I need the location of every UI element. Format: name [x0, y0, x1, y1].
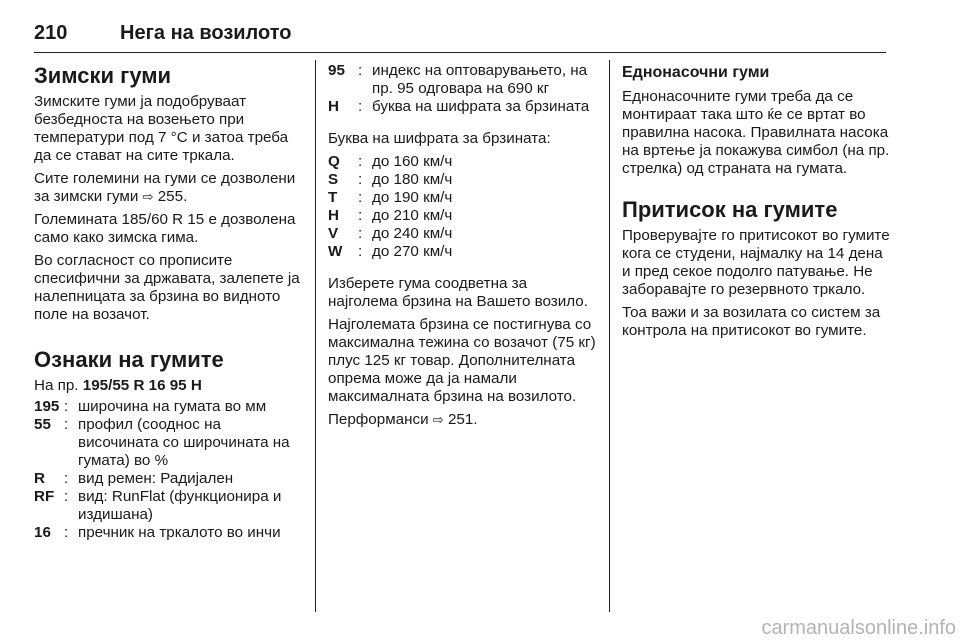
winter-size-note: Големината 185/60 R 15 е дозволена само како зимска гима. — [34, 211, 296, 246]
list-item: 95 : индекс на оптоварувањето, на пр. 95 одговара на 690 кг — [328, 62, 588, 97]
page-reference-link[interactable]: 251. — [447, 411, 478, 428]
list-item: S : до 180 км/ч — [328, 171, 453, 188]
page-reference-link[interactable]: 255. — [157, 188, 188, 205]
speed-codes-list — [328, 153, 596, 261]
winter-paragraph: Зимските гуми ја подобруваат безбедноста на возењето при температури под 7 °C и затоа треба да се стават на сите тркала. — [34, 93, 289, 164]
page-reference-arrow-icon: ⇨ — [142, 189, 154, 204]
page-title: Нега на возилото — [120, 22, 292, 44]
directional-tyres-heading: Еднонасочни гуми — [622, 64, 770, 81]
pressure-paragraph: Проверувајте го притисокот во гумите кога се студени, најмалку на 14 дена и пред секое подолго патување. Не заборавајте го резервното тркало. — [622, 227, 890, 298]
list-item: V : до 240 км/ч — [328, 225, 453, 242]
page-reference-arrow-icon: ⇨ — [432, 412, 444, 427]
column-2 — [328, 62, 596, 434]
tyre-pressure-heading: Притисок на гумите — [622, 197, 838, 222]
column-divider — [315, 60, 316, 612]
select-tyre-paragraph: Изберете гума соодветна за најголема брзина на Вашето возило. — [328, 275, 588, 310]
winter-sizes-text: Сите големини на гуми се дозволени за зимски гуми — [34, 170, 296, 205]
list-item: 16 : пречник на тркалото во инчи — [34, 524, 281, 541]
list-item: H : до 210 км/ч — [328, 207, 453, 224]
list-item: 195 : широчина на гумата во мм — [34, 398, 267, 415]
markings-list — [34, 398, 302, 542]
pressure-monitoring-paragraph: Тоа важи и за возилата со систем за контрола на притисокот во гумите. — [622, 304, 881, 339]
page-number: 210 — [34, 22, 68, 44]
list-item: Q : до 160 км/ч — [328, 153, 453, 170]
directional-paragraph: Еднонасочните гуми треба да се монтираат така што ќе се вртат во правилна насока. Правилната насока на вртење ја покажува симбол (на пр. стрелка) од страната на гумата. — [622, 88, 890, 177]
performance-text: Перформанси — [328, 411, 429, 428]
markings-list-continued — [328, 62, 596, 116]
list-item: 55 : профил (сооднос на височината со широчината на гумата) во % — [34, 416, 290, 469]
example-code: 195/55 R 16 95 H — [82, 377, 202, 394]
list-item: T : до 190 км/ч — [328, 189, 453, 206]
column-divider — [609, 60, 610, 612]
speed-sticker-paragraph: Во согласност со прописите спесифични за државата, залепете ја налепницата за брзина во видното поле на возачот. — [34, 252, 300, 323]
example-prefix: На пр. — [34, 377, 79, 394]
tyre-markings-heading: Ознаки на гумите — [34, 347, 224, 372]
list-item: R : вид ремен: Радијален — [34, 470, 234, 487]
example-line — [34, 377, 302, 395]
list-item: W : до 270 км/ч — [328, 243, 453, 260]
winter-sizes-paragraph — [34, 170, 302, 206]
column-3 — [622, 62, 890, 345]
column-1 — [34, 62, 302, 547]
page-header — [34, 22, 886, 53]
list-item: H : буква на шифрата за брзината — [328, 98, 590, 115]
watermark: carmanualsonline.info — [761, 617, 956, 639]
winter-tyres-heading: Зимски гуми — [34, 63, 172, 88]
speed-code-intro: Буква на шифрата за брзината: — [328, 130, 551, 147]
list-item: RF : вид: RunFlat (функционира и издишана) — [34, 488, 282, 523]
performance-paragraph — [328, 411, 596, 429]
max-speed-paragraph: Најголемата брзина се постигнува со максимална тежина со возачот (75 кг) плус 125 кг товар. Дополнителната опрема може да ја намали максималната брзина на возилото. — [328, 316, 596, 405]
